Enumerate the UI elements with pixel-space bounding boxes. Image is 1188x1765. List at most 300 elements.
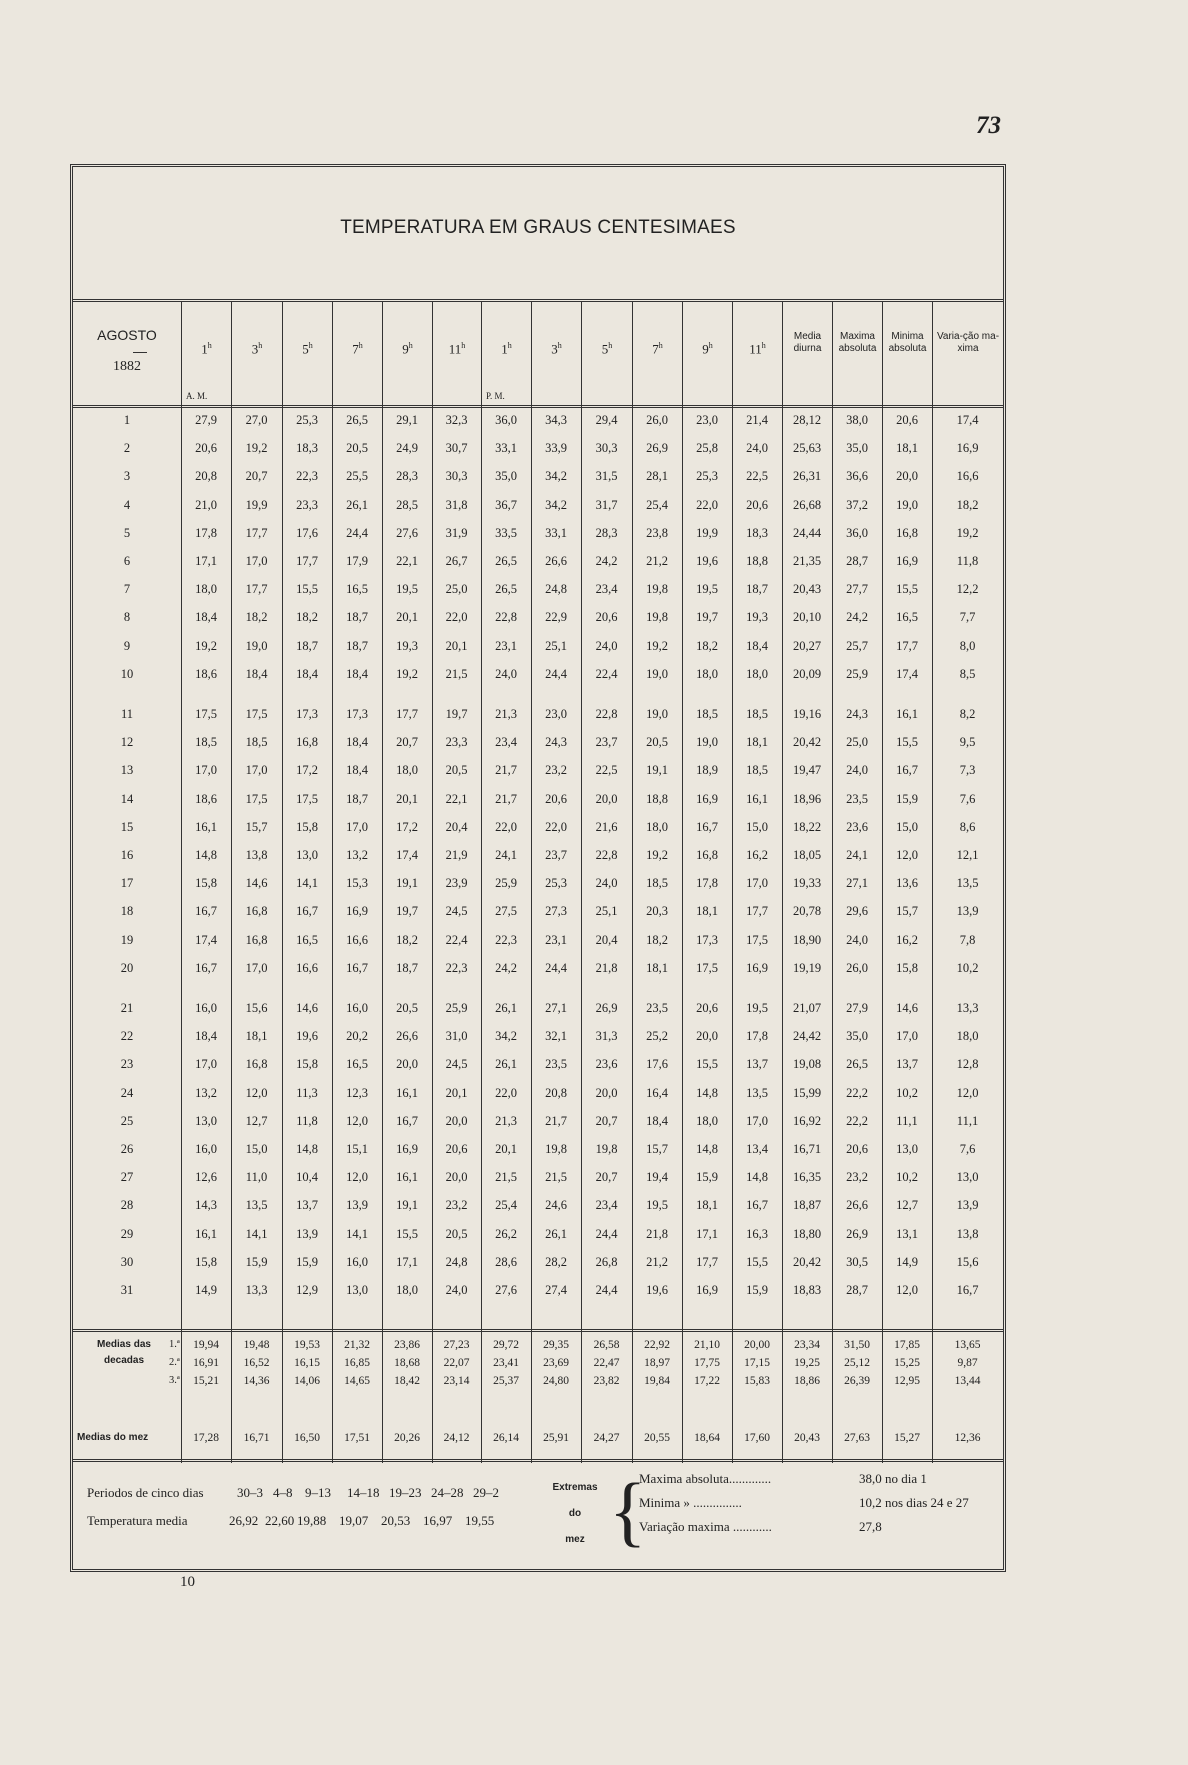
header-hour-label: 5$^h$ [601,341,613,357]
value-cell: 25,0 [445,582,468,597]
table-row [73,757,1003,785]
value-cell: 19,6 [296,1029,318,1044]
value-cell: 18,9 [696,763,718,778]
value-cell: 26,8 [595,1254,618,1269]
value-cell: 22,2 [846,1085,868,1100]
value-cell: 27,3 [545,904,567,919]
value-cell: 15,9 [245,1254,268,1269]
value-cell: 18,7 [346,638,368,653]
decade-value: 26,58 [593,1339,620,1351]
value-cell: 18,0 [696,666,718,681]
value-cell: 29,4 [595,413,618,427]
value-cell: 18,5 [195,735,217,750]
value-cell: 15,8 [296,1057,318,1072]
value-cell: 18,5 [696,707,718,721]
day-cell: 5 [123,525,131,540]
value-cell: 29,6 [846,904,868,919]
value-cell: 12,0 [346,1170,368,1185]
value-cell: 16,7 [296,904,318,919]
value-cell: 18,2 [646,932,668,947]
day-cell: 2 [123,441,131,456]
value-cell: 16,71 [792,1142,822,1156]
value-cell: 21,7 [495,791,517,806]
value-cell: 25,1 [545,638,567,653]
value-cell: 19,2 [646,848,668,862]
value-cell: 24,0 [445,1283,468,1297]
value-cell: 19,3 [396,638,418,653]
value-cell: 11,0 [245,1170,268,1185]
value-cell: 19,0 [245,638,268,653]
extremes-label-line: mez [565,1534,585,1545]
value-cell: 24,0 [595,638,618,653]
table-title: TEMPERATURA EM GRAUS CENTESIMAES [340,217,736,238]
header-hour-6 [432,301,481,405]
month-mean-value: 20,55 [644,1432,670,1444]
value-cell: 23,0 [696,413,718,427]
value-cell: 27,6 [495,1283,517,1297]
header-hour-4 [332,301,382,405]
value-cell: 16,8 [245,904,268,919]
decade-row [73,1357,1003,1375]
value-cell: 18,1 [896,441,918,456]
value-cell: 20,09 [792,666,822,681]
month-mean-value: 20,26 [394,1432,420,1444]
value-cell: 15,7 [646,1142,668,1156]
table-row [73,604,1003,632]
value-cell: 26,6 [846,1198,868,1213]
day-cell: 26 [120,1142,134,1156]
value-cell: 24,6 [545,1198,567,1213]
value-cell: 14,8 [195,848,217,862]
value-cell: 23,8 [646,525,668,540]
value-cell: 30,5 [846,1254,868,1269]
header-hour-label: 1$^h$ [501,341,512,357]
value-cell: 15,9 [296,1254,318,1269]
header-hour-7 [481,301,531,405]
decade-value: 19,84 [644,1375,670,1387]
value-cell: 18,4 [195,1029,217,1044]
value-cell: 13,2 [346,848,368,862]
value-cell: 16,9 [896,554,918,568]
value-cell: 34,2 [495,1029,517,1044]
value-cell: 27,5 [495,904,517,919]
value-cell: 20,1 [445,1085,468,1100]
value-cell: 25,3 [296,413,318,427]
value-cell: 18,0 [396,763,418,778]
value-cell: 22,0 [545,819,567,834]
value-cell: 16,0 [346,1001,368,1015]
day-cell: 31 [120,1283,134,1297]
value-cell: 8,6 [959,819,976,834]
value-cell: 16,92 [792,1113,822,1128]
value-cell: 16,0 [346,1254,368,1269]
value-cell: 16,8 [896,525,918,540]
decade-value: 16,91 [193,1357,219,1369]
header-hour-8 [531,301,581,405]
value-cell: 16,9 [696,1283,718,1297]
value-cell: 18,5 [646,876,668,891]
value-cell: 11,8 [296,1113,318,1128]
value-cell: 22,8 [495,610,517,625]
table-row [73,701,1003,729]
value-cell: 20,7 [396,735,418,750]
value-cell: 17,1 [396,1254,418,1269]
bottom-rule [73,1569,1003,1572]
value-cell: 16,8 [296,735,318,750]
value-cell: 28,2 [545,1254,567,1269]
value-cell: 16,1 [195,1226,217,1241]
value-cell: 19,16 [792,707,822,721]
table-row [73,1277,1003,1305]
value-cell: 18,2 [245,610,268,625]
decade-value: 17,75 [694,1357,720,1369]
value-cell: 20,5 [445,1226,468,1241]
month-means-label: Medias do mez [77,1432,149,1443]
value-cell: 11,8 [956,554,979,568]
header-month: AGOSTO [97,327,157,343]
decade-value: 16,85 [344,1357,370,1369]
value-cell: 15,5 [696,1057,718,1072]
value-cell: 24,5 [445,904,468,919]
temp-media-value: 19,07 [339,1513,369,1528]
value-cell: 36,7 [495,497,517,512]
value-cell: 17,5 [245,707,268,721]
value-cell: 23,7 [595,735,618,750]
value-cell: 12,0 [896,1283,918,1297]
value-cell: 28,7 [846,554,868,568]
extremes-label [541,1475,609,1553]
header-hour-5 [382,301,432,405]
hour-suffix: h [408,341,413,350]
extreme-value: 27,8 [859,1519,882,1534]
decade-value: 18,97 [644,1357,670,1369]
value-cell: 21,7 [495,763,517,778]
value-cell: 16,7 [195,960,217,975]
value-cell: 16,8 [245,932,268,947]
value-cell: 27,1 [545,1001,567,1015]
value-cell: 26,7 [445,554,468,568]
value-cell: 20,4 [445,819,468,834]
value-cell: 16,1 [396,1085,418,1100]
value-cell: 18,3 [746,525,768,540]
value-cell: 27,9 [195,413,217,427]
value-cell: 16,7 [746,1198,768,1213]
value-cell: 36,0 [495,413,517,427]
value-cell: 20,4 [595,932,618,947]
value-cell: 27,6 [396,525,418,540]
value-cell: 17,5 [746,932,768,947]
header-hour-3 [282,301,332,405]
value-cell: 17,2 [396,819,418,834]
value-cell: 18,2 [956,497,979,512]
decade-value: 23,86 [394,1339,420,1351]
value-cell: 15,9 [896,791,918,806]
value-cell: 15,5 [896,582,918,597]
value-cell: 22,2 [846,1113,868,1128]
value-cell: 18,0 [396,1283,418,1297]
value-cell: 10,2 [896,1085,918,1100]
value-cell: 17,9 [346,554,368,568]
day-cell: 14 [120,791,134,806]
value-cell: 37,2 [846,497,868,512]
header-dash [133,352,147,353]
header-hour-1 [181,301,231,405]
value-cell: 12,0 [346,1113,368,1128]
value-cell: 25,7 [846,638,868,653]
extremes-label-line: Extremas [552,1482,598,1493]
value-cell: 7,7 [959,610,976,625]
value-cell: 19,8 [595,1142,618,1156]
value-cell: 26,6 [396,1029,418,1044]
value-cell: 12,6 [195,1170,217,1185]
value-cell: 35,0 [495,469,517,484]
header-month-year [73,301,181,405]
value-cell: 20,1 [396,610,418,625]
table-row [73,870,1003,898]
temp-media-label: Temperatura media [87,1513,188,1528]
value-cell: 20,5 [646,735,668,750]
header-row [73,301,1003,408]
value-cell: 17,0 [195,1057,217,1072]
value-cell: 17,0 [746,876,768,891]
period-value: 24–28 [431,1485,464,1500]
table-row [73,1108,1003,1136]
value-cell: 20,7 [245,469,268,484]
value-cell: 26,1 [495,1057,517,1072]
table-row [73,1023,1003,1051]
value-cell: 25,9 [495,876,517,891]
header-hour-11 [682,301,732,405]
value-cell: 20,3 [646,904,668,919]
value-cell: 23,3 [445,735,468,750]
value-cell: 13,9 [956,904,979,919]
value-cell: 17,7 [245,582,268,597]
value-cell: 14,1 [296,876,318,891]
decade-row [73,1339,1003,1357]
value-cell: 18,7 [346,610,368,625]
value-cell: 14,8 [746,1170,768,1185]
value-cell: 28,7 [846,1283,868,1297]
value-cell: 31,0 [445,1029,468,1044]
page-number: 73 [976,112,1001,139]
month-mean-value: 16,50 [294,1432,320,1444]
temp-media-value: 16,97 [423,1513,453,1528]
value-cell: 7,6 [959,1142,976,1156]
value-cell: 17,0 [245,960,268,975]
decade-value: 21,32 [344,1339,370,1351]
value-cell: 21,5 [495,1170,517,1185]
value-cell: 22,0 [495,1085,517,1100]
value-cell: 17,0 [195,763,217,778]
value-cell: 14,8 [296,1142,318,1156]
value-cell: 22,5 [746,469,768,484]
value-cell: 25,4 [646,497,668,512]
decade-value: 9,87 [957,1357,978,1369]
value-cell: 18,05 [792,848,822,862]
value-cell: 16,5 [346,582,368,597]
value-cell: 33,1 [495,441,517,456]
value-cell: 18,4 [746,638,768,653]
value-cell: 13,4 [746,1142,768,1156]
value-cell: 20,10 [792,610,822,625]
value-cell: 23,4 [595,1198,618,1213]
value-cell: 13,3 [245,1283,268,1297]
day-cell: 9 [123,638,131,653]
value-cell: 18,4 [346,763,368,778]
header-hour-label: 11$^h$ [749,341,766,357]
value-cell: 19,1 [396,876,418,891]
value-cell: 18,1 [646,960,668,975]
value-cell: 21,2 [646,554,668,568]
value-cell: 16,0 [195,1142,217,1156]
table-row [73,463,1003,491]
value-cell: 32,3 [445,413,468,427]
value-cell: 16,9 [346,904,368,919]
value-cell: 7,8 [959,932,976,947]
value-cell: 13,5 [245,1198,268,1213]
hour-suffix: h [608,341,613,350]
decade-value: 17,15 [744,1357,770,1369]
value-cell: 18,8 [746,554,768,568]
value-cell: 18,83 [792,1283,822,1297]
value-cell: 13,9 [956,1198,979,1213]
value-cell: 20,0 [445,1113,468,1128]
value-cell: 8,5 [959,666,976,681]
value-cell: 17,6 [296,525,318,540]
value-cell: 34,2 [545,497,567,512]
day-cell: 23 [120,1057,134,1072]
value-cell: 18,0 [696,1113,718,1128]
value-cell: 19,2 [195,638,217,653]
value-cell: 36,0 [846,525,868,540]
value-cell: 16,1 [195,819,217,834]
value-cell: 17,7 [696,1254,718,1269]
temp-media-value: 19,88 [297,1513,327,1528]
decade-value: 29,72 [493,1339,519,1351]
value-cell: 21,5 [545,1170,567,1185]
header-hour-label: 7$^h$ [352,341,363,357]
value-cell: 22,3 [296,469,318,484]
value-cell: 19,8 [646,610,668,625]
value-cell: 18,6 [195,666,217,681]
decade-mark: 2.ª [169,1357,180,1368]
temp-media-value: 20,53 [381,1513,411,1528]
value-cell: 20,43 [792,582,822,597]
header-pm: P. M. [486,391,505,401]
table-row [73,898,1003,926]
value-cell: 30,3 [595,441,618,456]
header-hour-label: 9$^h$ [402,341,413,357]
hour-suffix: h [358,341,363,350]
value-cell: 16,7 [956,1283,979,1297]
table-row [73,633,1003,661]
value-cell: 13,1 [896,1226,918,1241]
value-cell: 24,5 [445,1057,468,1072]
day-cell: 27 [120,1170,134,1185]
value-cell: 7,6 [959,791,976,806]
value-cell: 25,63 [792,441,822,456]
decade-mark: 3.ª [169,1375,180,1386]
value-cell: 19,1 [396,1198,418,1213]
header-hour-label: 1$^h$ [201,341,212,357]
value-cell: 24,4 [595,1283,618,1297]
value-cell: 13,9 [346,1198,368,1213]
month-mean-value: 15,27 [894,1432,920,1444]
decade-value: 23,34 [794,1339,820,1351]
value-cell: 19,1 [646,763,668,778]
value-cell: 18,2 [296,610,318,625]
value-cell: 23,1 [495,638,517,653]
table-row [73,1221,1003,1249]
value-cell: 20,27 [792,638,822,653]
value-cell: 20,7 [595,1170,618,1185]
decade-value: 16,52 [243,1357,270,1369]
table-row [73,548,1003,576]
value-cell: 11,1 [956,1113,979,1128]
value-cell: 24,9 [396,441,418,456]
value-cell: 16,1 [746,791,768,806]
header-hour-label: 7$^h$ [652,341,663,357]
value-cell: 19,8 [545,1142,567,1156]
value-cell: 15,8 [195,876,217,891]
day-cell: 28 [120,1198,134,1213]
value-cell: 22,4 [445,932,468,947]
value-cell: 20,6 [746,497,768,512]
value-cell: 18,5 [245,735,268,750]
value-cell: 10,2 [956,960,979,975]
value-cell: 18,7 [346,791,368,806]
value-cell: 18,7 [296,638,318,653]
value-cell: 16,35 [792,1170,822,1185]
value-cell: 24,1 [846,848,868,862]
value-cell: 17,8 [195,525,217,540]
day-cell: 1 [123,413,131,427]
value-cell: 18,4 [245,666,268,681]
value-cell: 17,0 [245,554,268,568]
decade-value: 25,12 [844,1357,870,1369]
month-mean-value: 17,28 [193,1432,219,1444]
value-cell: 16,7 [396,1113,418,1128]
table-row [73,435,1003,463]
decade-value: 29,35 [543,1339,569,1351]
value-cell: 13,8 [245,848,268,862]
value-cell: 17,4 [896,666,918,681]
value-cell: 21,6 [595,819,618,834]
value-cell: 19,5 [396,582,418,597]
month-means-row [73,1432,1003,1450]
table-row [73,661,1003,689]
decade-value: 26,39 [844,1375,870,1387]
decade-value: 24,80 [543,1375,569,1387]
month-mean-value: 12,36 [954,1432,981,1444]
day-cell: 29 [120,1226,134,1241]
value-cell: 25,2 [646,1029,668,1044]
value-cell: 19,2 [245,441,268,456]
value-cell: 17,5 [696,960,718,975]
value-cell: 12,0 [956,1085,979,1100]
value-cell: 16,2 [896,932,918,947]
day-cell: 8 [123,610,131,625]
value-cell: 20,0 [445,1170,468,1185]
value-cell: 35,0 [846,1029,868,1044]
value-cell: 31,3 [595,1029,618,1044]
value-cell: 18,4 [646,1113,668,1128]
extreme-value: 38,0 no dia 1 [859,1471,927,1486]
value-cell: 23,2 [445,1198,468,1213]
extreme-label: Maxima absoluta............. [639,1471,772,1486]
value-cell: 19,19 [792,960,822,975]
value-cell: 16,0 [195,1001,217,1015]
